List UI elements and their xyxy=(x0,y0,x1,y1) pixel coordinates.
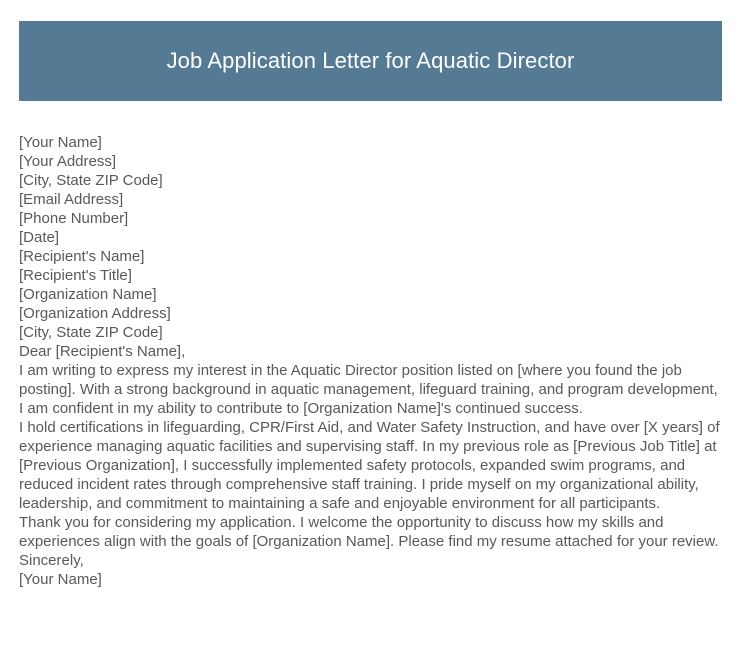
signature-name: [Your Name] xyxy=(19,571,102,588)
closing: Sincerely, xyxy=(19,552,84,569)
recipient-name: [Recipient's Name] xyxy=(19,248,145,265)
letter-body xyxy=(19,133,723,589)
sender-email: [Email Address] xyxy=(19,191,124,208)
header-banner xyxy=(19,21,722,101)
sender-city-state-zip: [City, State ZIP Code] xyxy=(19,172,163,189)
salutation: Dear [Recipient's Name], xyxy=(19,343,186,360)
body-paragraph-1: I am writing to express my interest in the Aquatic Director position listed on [where you found the job posting]. With a strong background in aquatic management, lifeguard training, and program development, I am confident in my ability to contribute to [Organization Name]'s continued success. xyxy=(19,362,718,417)
page-title: Job Application Letter for Aquatic Director xyxy=(166,47,575,73)
body-paragraph-3: Thank you for considering my application. I welcome the opportunity to discuss how my skills and experiences align with the goals of [Organization Name]. Please find my resume attached for your review. xyxy=(19,514,719,550)
letter-date: [Date] xyxy=(19,229,60,246)
sender-name: [Your Name] xyxy=(19,134,102,151)
recipient-title: [Recipient's Title] xyxy=(19,267,132,284)
recipient-organization-address: [Organization Address] xyxy=(19,305,171,322)
sender-address: [Your Address] xyxy=(19,153,117,170)
recipient-organization-name: [Organization Name] xyxy=(19,286,157,303)
sender-phone: [Phone Number] xyxy=(19,210,129,227)
body-paragraph-2: I hold certifications in lifeguarding, CPR/First Aid, and Water Safety Instruction, and have over [X years] of experience managing aquatic facilities and supervising staff. In my previous role as [Previous Job Title] at [Previous Organization], I successfully implemented safety protocols, expanded swim programs, and reduced incident rates through comprehensive staff training. I pride myself on my organizational ability, leadership, and commitment to maintaining a safe and enjoyable environment for all participants. xyxy=(19,419,720,512)
recipient-city-state-zip: [City, State ZIP Code] xyxy=(19,324,163,341)
